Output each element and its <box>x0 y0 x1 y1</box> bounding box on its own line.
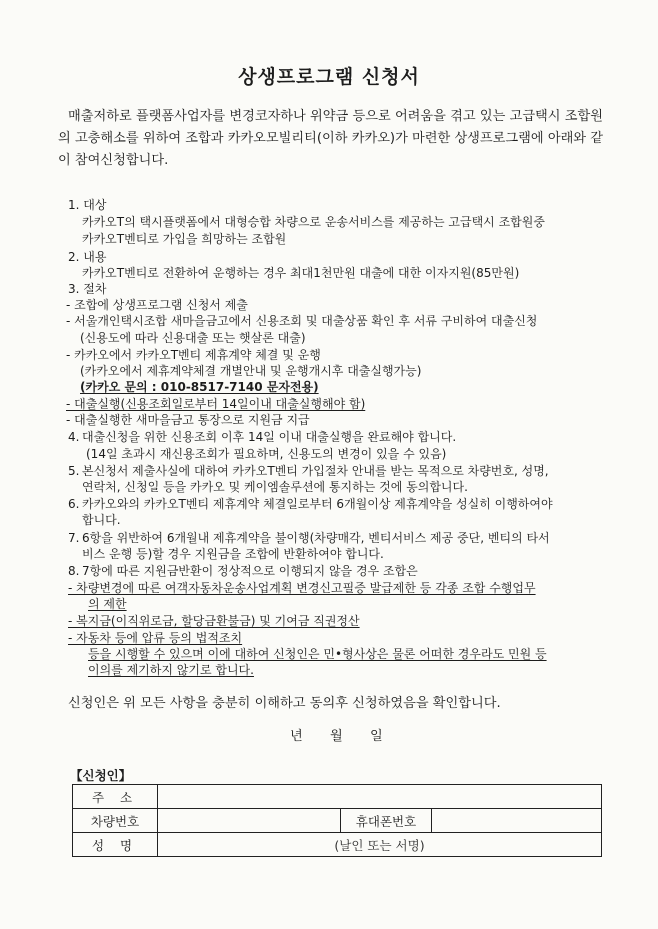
date-day-label: 일 <box>370 729 383 744</box>
document-title: 상생프로그램 신청서 <box>238 66 420 88</box>
section-2-line-1: 카카오T벤티로 전환하여 운행하는 경우 최대1천만원 대출에 대한 이자지원(85만원) <box>82 266 520 280</box>
name-signature-field[interactable] <box>158 833 602 857</box>
section-7-line-2: 비스 운행 등)할 경우 지원금을 조합에 반환하여야 합니다. <box>82 547 384 561</box>
date-year-label: 년 <box>290 729 303 744</box>
date-month-label: 월 <box>330 729 343 744</box>
phone-field[interactable] <box>432 809 602 833</box>
section-8-line-2: - 차량변경에 따른 여객자동차운송사업계획 변경신고필증 발급제한 등 각종 조합 수행업무 <box>68 581 536 595</box>
section-6-line-1: 카카오와의 카카오T벤티 제휴계약 체결일로부터 6개월이상 제휴계약을 성실히 이행하여야 <box>82 497 553 511</box>
section-8-line-4: - 복지금(이직위로금, 할당금환불금) 및 기여금 직권정산 <box>68 614 360 628</box>
section-8-line-3: 의 제한 <box>88 597 127 611</box>
section-1-heading: 1. 대상 <box>68 198 107 212</box>
section-3-line-1: - 조합에 상생프로그램 신청서 제출 <box>66 298 248 312</box>
confirmation-statement: 신청인은 위 모든 사항을 충분히 이해하고 동의후 신청하였음을 확인합니다. <box>68 696 501 711</box>
section-3-line-2: - 서울개인택시조합 새마을금고에서 신용조회 및 대출상품 확인 후 서류 구비하여 대출신청 <box>66 314 538 328</box>
phone-label: 휴대폰번호 <box>341 809 432 833</box>
section-2-heading: 2. 내용 <box>68 250 107 264</box>
car-number-field[interactable] <box>158 809 341 833</box>
car-phone-row <box>73 809 602 833</box>
section-4-line-2: (14일 초과시 재신용조회가 필요하며, 신용도의 변경이 있을 수 있음) <box>86 447 447 461</box>
name-row <box>73 833 602 857</box>
section-3-line-7: - 대출실행(신용조회일로부터 14일이내 대출실행해야 함) <box>66 397 366 411</box>
section-6-line-2: 합니다. <box>82 513 121 527</box>
applicant-section-label: 【신청인】 <box>70 768 132 783</box>
section-3-line-3: (신용도에 따라 신용대출 또는 햇살론 대출) <box>80 331 306 345</box>
section-4-line-1: 대출신청을 위한 신용조회 이후 14일 이내 대출실행을 완료해야 합니다. <box>82 430 457 444</box>
intro-paragraph <box>58 106 603 172</box>
section-1-line-1: 카카오T의 택시플랫폼에서 대형승합 차량으로 운송서비스를 제공하는 고급택시 조합원중 <box>82 215 545 229</box>
section-5-line-2: 연락처, 신청일 등을 카카오 및 케이엠솔루션에 통지하는 것에 동의합니다. <box>82 480 468 494</box>
section-8-number: 8. <box>68 564 80 578</box>
section-8-line-5: - 자동차 등에 압류 등의 법적조치 <box>68 631 243 645</box>
address-label: 주 소 <box>73 785 158 809</box>
section-8-line-6: 등을 시행할 수 있으며 이에 대하여 신청인은 민•형사상은 물론 어떠한 경우라도 민원 등 <box>88 647 547 661</box>
section-3-line-5: (카카오에서 제휴계약체결 개별안내 및 운행개시후 대출실행가능) <box>80 364 422 378</box>
section-5-number: 5. <box>68 464 80 478</box>
car-number-label: 차량번호 <box>73 809 158 833</box>
section-5-line-1: 본신청서 제출사실에 대하여 카카오T벤티 가입절차 안내를 받는 목적으로 차량번호, 성명, <box>82 464 549 478</box>
section-3-line-6: (카카오 문의 : 010-8517-7140 문자전용) <box>80 380 319 394</box>
section-6-number: 6. <box>68 497 80 511</box>
signature-hint: (날인 또는 서명) <box>334 837 425 853</box>
section-8-line-1: 7항에 따른 지원금반환이 정상적으로 이행되지 않을 경우 조합은 <box>82 564 418 578</box>
name-label: 성 명 <box>73 833 158 857</box>
section-4-number: 4. <box>68 430 80 444</box>
section-3-line-4: - 카카오에서 카카오T벤티 제휴계약 체결 및 운행 <box>66 348 321 362</box>
section-3-heading: 3. 절차 <box>68 282 107 296</box>
address-field[interactable] <box>158 785 602 809</box>
address-row <box>73 785 602 809</box>
section-3-line-8: - 대출실행한 새마을금고 통장으로 지원금 지급 <box>66 413 310 427</box>
applicant-info-table <box>72 784 602 857</box>
section-7-line-1: 6항을 위반하여 6개월내 제휴계약을 불이행(차량매각, 벤티서비스 제공 중단, 벤티의 타서 <box>82 531 550 545</box>
section-1-line-2: 카카오T벤티로 가입을 희망하는 조합원 <box>82 232 287 246</box>
section-7-number: 7. <box>68 531 80 545</box>
section-8-line-7: 이의를 제기하지 않기로 합니다. <box>88 663 254 677</box>
intro-text: 매출저하로 플랫폼사업자를 변경코자하나 위약금 등으로 어려움을 겪고 있는 고급택시 조합원의 고충해소를 위하여 조합과 카카오모빌리티(이하 카카오)가 마련한 상생프로그램에 아래와 같이 참여신청합니다. <box>58 109 603 168</box>
